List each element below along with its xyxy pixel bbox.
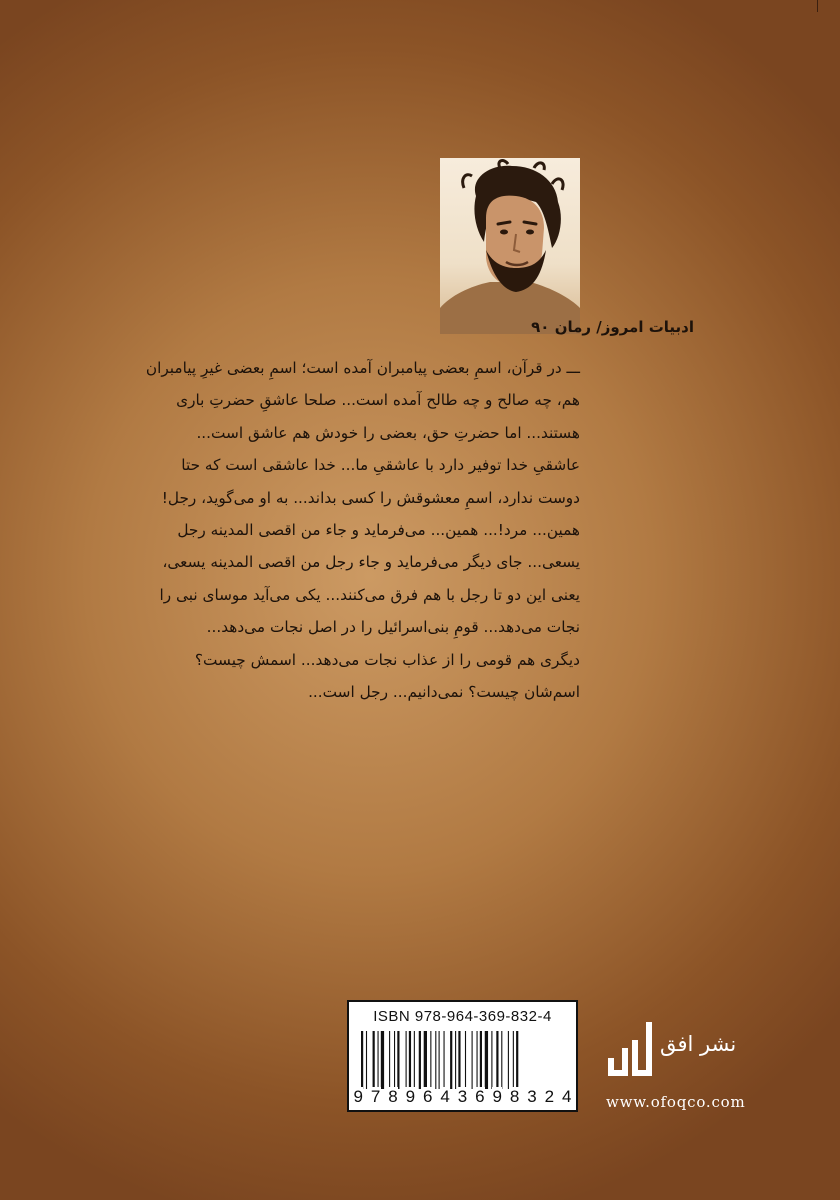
blurb-line: ـــ در قرآن، اسمِ بعضی پیامبران آمده است؛ اسمِ بعضی غیرِ پیامبران bbox=[145, 359, 580, 377]
blurb-line: یسعی... جای دیگر می‌فرماید و جاء رجل من اقصی المدینه یسعی، bbox=[162, 553, 580, 572]
barcode-bar bbox=[366, 1031, 367, 1089]
barcode-bar bbox=[496, 1031, 498, 1089]
barcode-digit: 6 bbox=[475, 1087, 485, 1106]
blurb-line: عاشقیِ خدا توفیر دارد با عاشقیِ ما... خدا عاشقی است که حتا bbox=[181, 456, 580, 475]
barcode-bar bbox=[406, 1031, 407, 1089]
blurb-line: هستند... اما حضرتِ حق، بعضی را خودش هم عاشق است... bbox=[196, 423, 580, 442]
barcode-bar bbox=[424, 1031, 427, 1089]
publisher-name: نشر افق bbox=[660, 1032, 737, 1056]
blurb-line: دیگری هم قومی را از عذاب نجات می‌دهد... اسمش چیست؟ bbox=[194, 650, 580, 669]
barcode-bar bbox=[397, 1031, 399, 1089]
barcode-bar bbox=[378, 1031, 379, 1089]
barcode-bar bbox=[485, 1031, 488, 1089]
barcode-bar bbox=[458, 1031, 460, 1089]
blurb-line: هم، چه صالح و چه طالح آمده است... صلحا عاشقِ حضرتِ باری bbox=[176, 391, 580, 410]
isbn-barcode bbox=[347, 1000, 578, 1112]
barcode-digit: 9 bbox=[353, 1087, 363, 1106]
publisher-block bbox=[600, 1018, 770, 1113]
barcode-bar bbox=[455, 1031, 456, 1089]
barcode-digit: 3 bbox=[527, 1087, 537, 1106]
barcode-bars bbox=[361, 1031, 568, 1089]
barcode-bar bbox=[477, 1031, 478, 1089]
barcode-bar bbox=[394, 1031, 395, 1089]
barcode-bar bbox=[361, 1031, 363, 1089]
barcode-bar bbox=[389, 1031, 390, 1089]
barcode-bar bbox=[480, 1031, 482, 1089]
blurb-line: یعنی این دو تا رجل با هم فرق می‌کنند... یکی می‌آید موسای نبی را bbox=[159, 585, 580, 604]
barcode-bar bbox=[491, 1031, 492, 1089]
blurb-line: نجات می‌دهد... قومِ بنی‌اسرائیل را در اصل نجات می‌دهد... bbox=[206, 618, 580, 637]
barcode-bar bbox=[444, 1031, 445, 1089]
barcode-digit: 9 bbox=[492, 1087, 502, 1106]
barcode-bar bbox=[508, 1031, 509, 1089]
barcode-digit: 4 bbox=[562, 1087, 572, 1106]
barcode-digits bbox=[353, 1087, 572, 1107]
barcode-bar bbox=[414, 1031, 415, 1089]
back-cover-blurb bbox=[145, 352, 580, 708]
barcode-bar bbox=[472, 1031, 473, 1089]
barcode-bar bbox=[435, 1031, 436, 1089]
author-photo bbox=[440, 158, 580, 334]
barcode-bar bbox=[501, 1031, 502, 1089]
isbn-label: ISBN 978-964-369-832-4 bbox=[373, 1008, 552, 1025]
barcode-digit: 4 bbox=[440, 1087, 450, 1106]
barcode-bar bbox=[516, 1031, 518, 1089]
barcode-bar bbox=[439, 1031, 440, 1089]
publisher-url: www.ofoqco.com bbox=[606, 1093, 746, 1111]
barcode-bar bbox=[430, 1031, 431, 1089]
blurb-line: همین... مرد!... همین... می‌فرماید و جاء من اقصی المدینه رجل bbox=[177, 521, 580, 540]
blurb-line: اسم‌شان چیست؟ نمی‌دانیم... رجل است... bbox=[308, 683, 580, 702]
barcode-digit: 8 bbox=[388, 1087, 398, 1106]
barcode-bar bbox=[465, 1031, 466, 1089]
barcode-digit: 9 bbox=[405, 1087, 416, 1106]
barcode-bar bbox=[381, 1031, 384, 1089]
barcode-digit: 6 bbox=[423, 1087, 433, 1106]
barcode-bar bbox=[419, 1031, 421, 1089]
barcode-digit: 3 bbox=[457, 1087, 468, 1106]
blurb-line: دوست ندارد، اسمِ معشوقش را کسی بداند... به او می‌گوید، رجل! bbox=[161, 488, 580, 507]
barcode-digit: 2 bbox=[544, 1087, 555, 1106]
barcode-bar bbox=[450, 1031, 452, 1089]
publisher-logo-icon bbox=[606, 1018, 654, 1080]
barcode-digit: 8 bbox=[509, 1087, 520, 1106]
barcode-bar bbox=[373, 1031, 375, 1089]
barcode-bar bbox=[409, 1031, 411, 1089]
barcode-digit: 7 bbox=[370, 1087, 381, 1106]
author-portrait-image bbox=[440, 158, 580, 334]
series-label: ادبیات امروز/ رمان ۹۰ bbox=[531, 318, 694, 336]
barcode-bar bbox=[513, 1031, 514, 1089]
corner-crop-mark bbox=[817, 0, 818, 12]
